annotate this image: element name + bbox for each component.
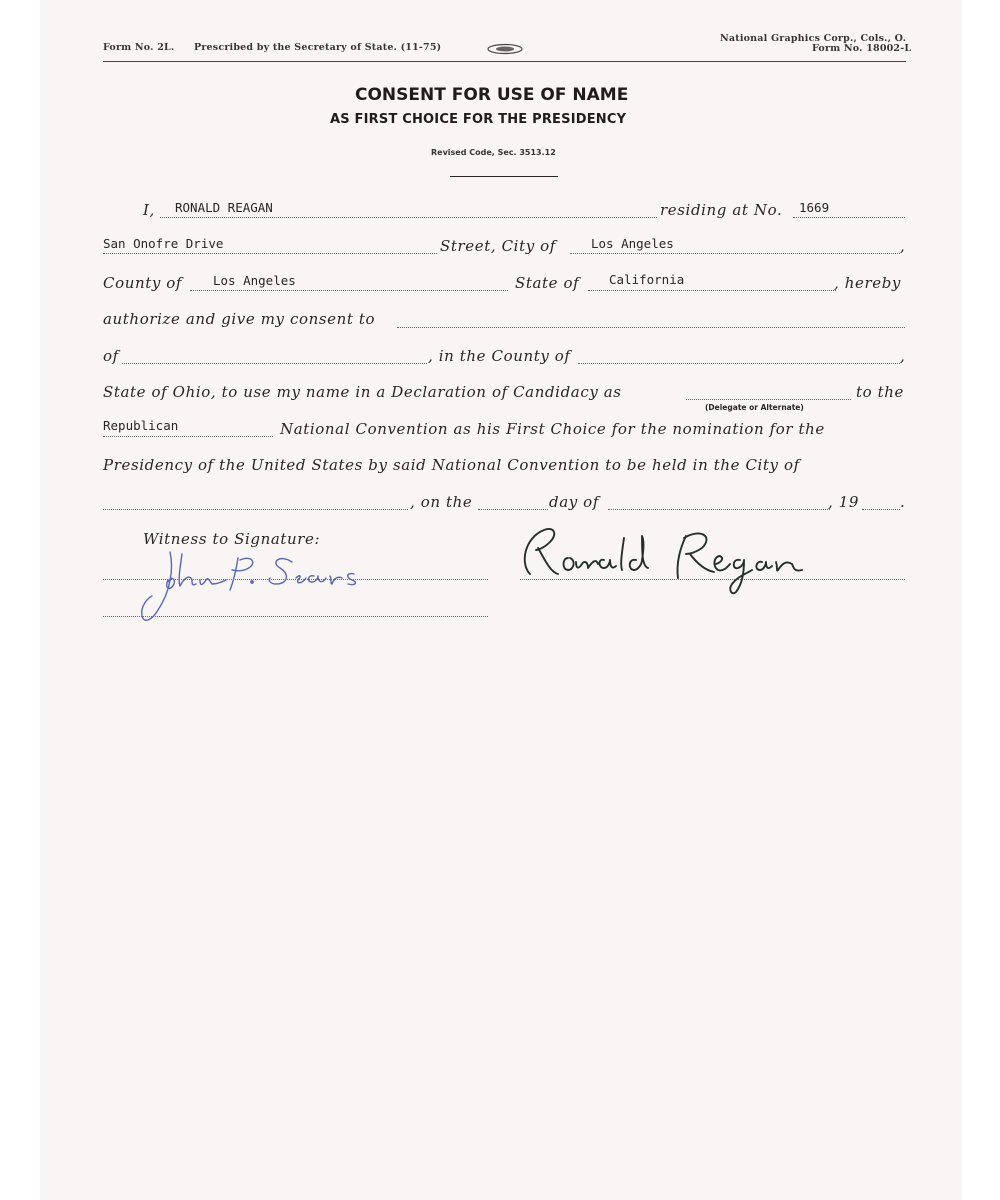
county-line: [190, 290, 508, 291]
revised-code: Revised Code, Sec. 3513.12: [431, 148, 556, 157]
county-field: Los Angeles: [213, 273, 296, 288]
of-line: [122, 363, 427, 364]
label-comma: ,: [900, 237, 906, 255]
label-county-of: County of: [103, 274, 183, 292]
day-line: [478, 509, 548, 510]
form-number: Form No. 2L.: [103, 42, 175, 53]
label-period: .: [900, 493, 906, 511]
label-national-convention: National Convention as his First Choice for the nomination for the: [280, 420, 825, 438]
label-authorize: authorize and give my consent to: [103, 310, 376, 328]
state-field: California: [609, 272, 685, 287]
label-hereby: , hereby: [834, 274, 901, 292]
label-street-city-of: Street, City of: [440, 237, 556, 255]
label-year-prefix: , 19: [828, 493, 860, 511]
label-comma-2: ,: [900, 347, 906, 365]
house-number-line: [793, 217, 905, 218]
label-in-the-county-of: , in the County of: [428, 347, 571, 365]
page-title: CONSENT FOR USE OF NAME: [355, 85, 629, 105]
label-on-the: , on the: [410, 493, 473, 511]
label-state-of-ohio: State of Ohio, to use my name in a Declaration of Candidacy as: [103, 383, 622, 401]
city-line: [570, 253, 900, 254]
street-field: San Onofre Drive: [103, 236, 224, 251]
label-witness: Witness to Signature:: [143, 530, 321, 548]
party-line: [103, 436, 273, 437]
state-line: [588, 290, 836, 291]
prescribed-note: Prescribed by the Secretary of State. (11-75): [194, 42, 442, 53]
street-line: [103, 253, 437, 254]
party-field: Republican: [103, 418, 179, 433]
name-field: RONALD REAGAN: [175, 200, 273, 215]
name-field-line: [160, 217, 657, 218]
label-day-of: day of: [549, 493, 599, 511]
label-state-of: State of: [515, 274, 580, 292]
title-divider: [450, 176, 558, 177]
in-county-line: [578, 363, 900, 364]
city-of-convention-line: [103, 509, 408, 510]
label-presidency: Presidency of the United States by said National Convention to be held in the City of: [103, 456, 800, 474]
page-subtitle: AS FIRST CHOICE FOR THE PRESIDENCY: [330, 112, 627, 127]
printer-name: National Graphics Corp., Cols., O.: [720, 33, 907, 44]
month-line: [608, 509, 830, 510]
header-rule: [103, 61, 906, 62]
delegate-line: [686, 399, 851, 400]
signer-signature: [510, 518, 810, 600]
witness-signature: [130, 540, 390, 625]
label-residing-at-no: residing at No.: [660, 201, 783, 219]
house-number-field: 1669: [799, 200, 830, 215]
consent-to-line: [397, 327, 905, 328]
delegate-or-alternate-caption: (Delegate or Alternate): [705, 403, 804, 412]
printer-emblem-icon: [486, 43, 524, 55]
label-of: of: [103, 347, 119, 365]
label-to-the: to the: [856, 383, 904, 401]
city-field: Los Angeles: [591, 236, 674, 251]
label-i: I,: [143, 201, 155, 219]
printer-form-number: Form No. 18002-L: [812, 43, 912, 54]
year-line: [862, 509, 900, 510]
